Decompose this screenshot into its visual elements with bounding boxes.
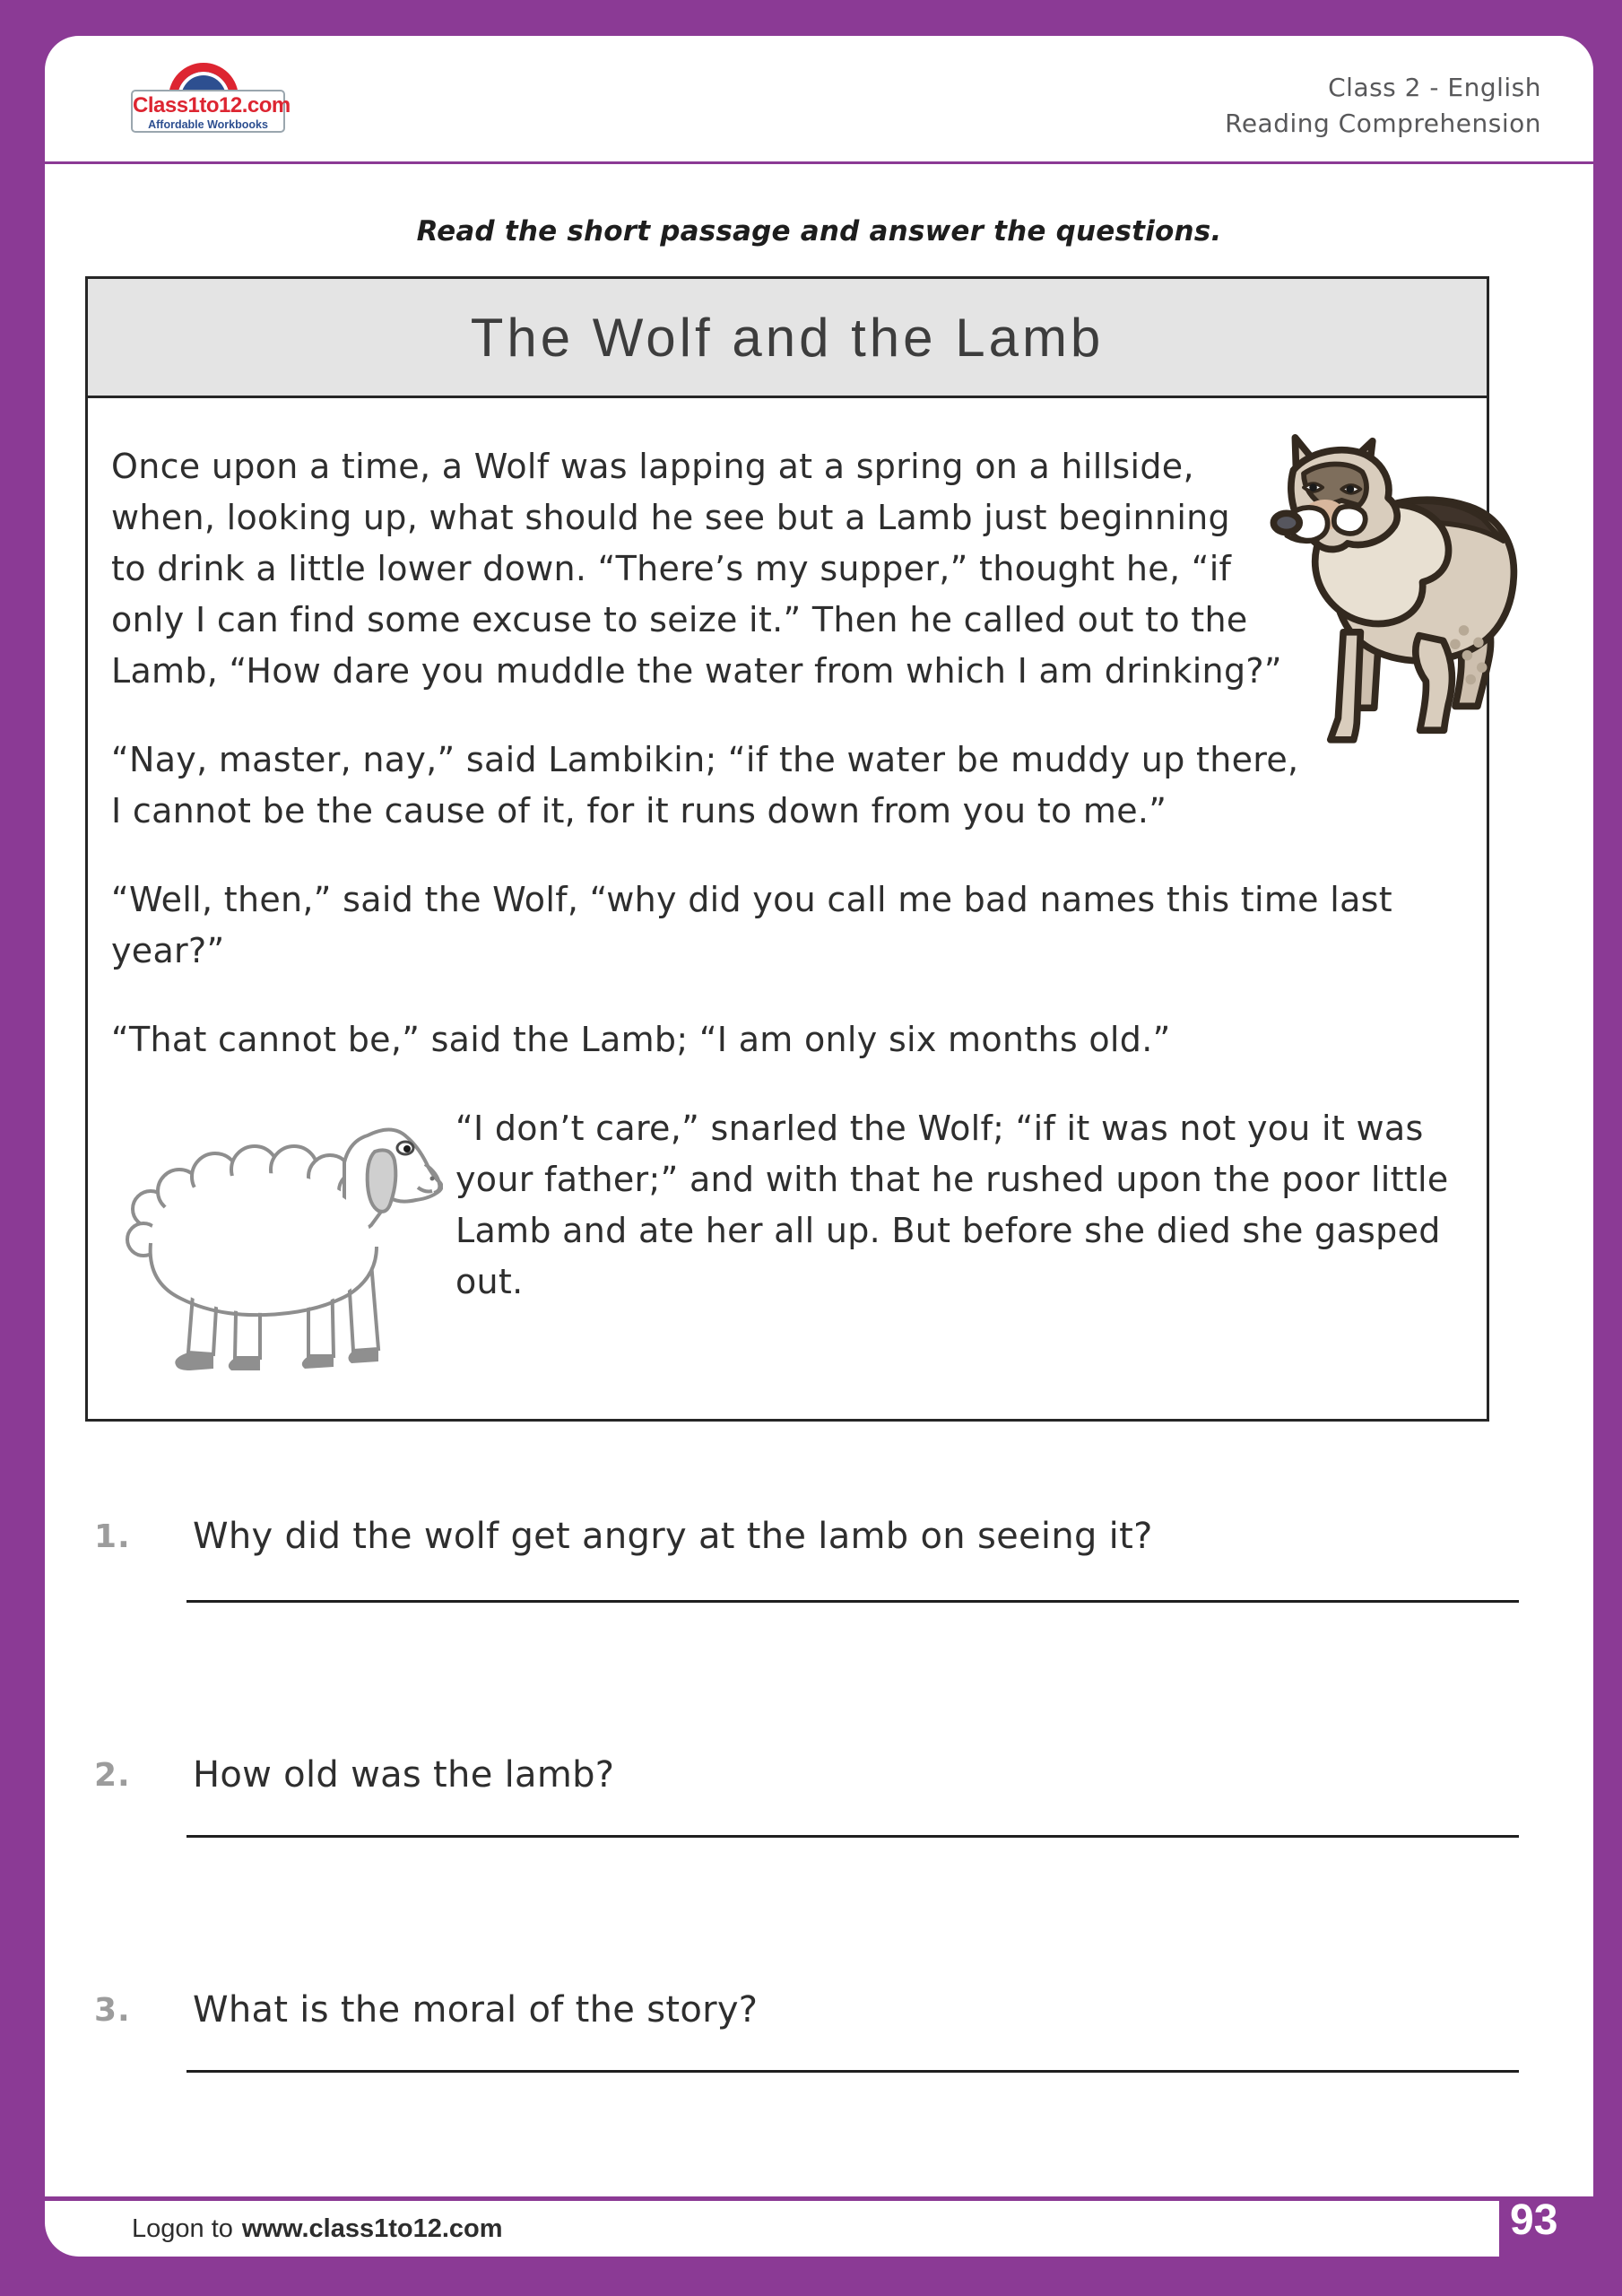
footer-logon-text: Logon to (132, 2213, 233, 2243)
question-2-number: 2. (94, 1757, 131, 1794)
brand-name: Class1to12.com (133, 93, 291, 117)
answer-line-3 (186, 2070, 1519, 2073)
footer-website: www.class1to12.com (241, 2213, 503, 2243)
header-class-line: Class 2 - English (1328, 73, 1541, 102)
question-2 (94, 1754, 1529, 1796)
question-3 (94, 1989, 1529, 2031)
page-number: 93 (1510, 2196, 1558, 2244)
header-divider (45, 161, 1593, 164)
question-3-number: 3. (94, 1992, 131, 2029)
story-paragraph: “Nay, master, nay,” said Lambikin; “if the water be muddy up there, I cannot be the cause of it, for it runs down from you to me.” (111, 740, 1299, 831)
answer-line-1 (186, 1600, 1519, 1603)
answer-line-2 (186, 1835, 1519, 1838)
question-1-text: Why did the wolf get angry at the lamb on seeing it? (193, 1516, 1153, 1557)
brand-tagline: Affordable Workbooks (148, 118, 268, 131)
story-box (85, 276, 1489, 1422)
content-card (45, 36, 1593, 2196)
story-paragraph: “That cannot be,” said the Lamb; “I am only six months old.” (111, 1020, 1171, 1059)
wolf-illustration (1261, 425, 1519, 744)
header-meta (1225, 70, 1541, 142)
question-3-text: What is the moral of the story? (193, 1989, 759, 2031)
lamb-illustration (109, 1109, 443, 1383)
question-2-text: How old was the lamb? (193, 1754, 615, 1796)
story-content (88, 398, 1487, 1308)
footer-bar (45, 2201, 1499, 2257)
instruction-text: Read the short passage and answer the questions. (416, 215, 1222, 248)
question-1-number: 1. (94, 1518, 131, 1555)
question-1 (94, 1516, 1529, 1557)
story-paragraph: “Well, then,” said the Wolf, “why did you call me bad names this time last year?” (111, 880, 1392, 970)
story-paragraph: Once upon a time, a Wolf was lapping at a spring on a hillside, when, looking up, what should he see but a Lamb just beginning to drink a little lower down. “There’s my supper,” thought he, “if only I can find some excuse to seize it.” Then he called out to the Lamb, “How dare you muddle the water from which I am drinking?” (111, 447, 1282, 691)
story-paragraph: “I don’t care,” snarled the Wolf; “if it was not you it was your father;” and with that he rushed upon the poor little Lamb and ate her all up. But before she died she gasped out. (455, 1109, 1449, 1301)
story-title: The Wolf and the Lamb (88, 279, 1487, 398)
brand-logo-banner (131, 90, 291, 133)
header-subject-line: Reading Comprehension (1225, 109, 1541, 138)
